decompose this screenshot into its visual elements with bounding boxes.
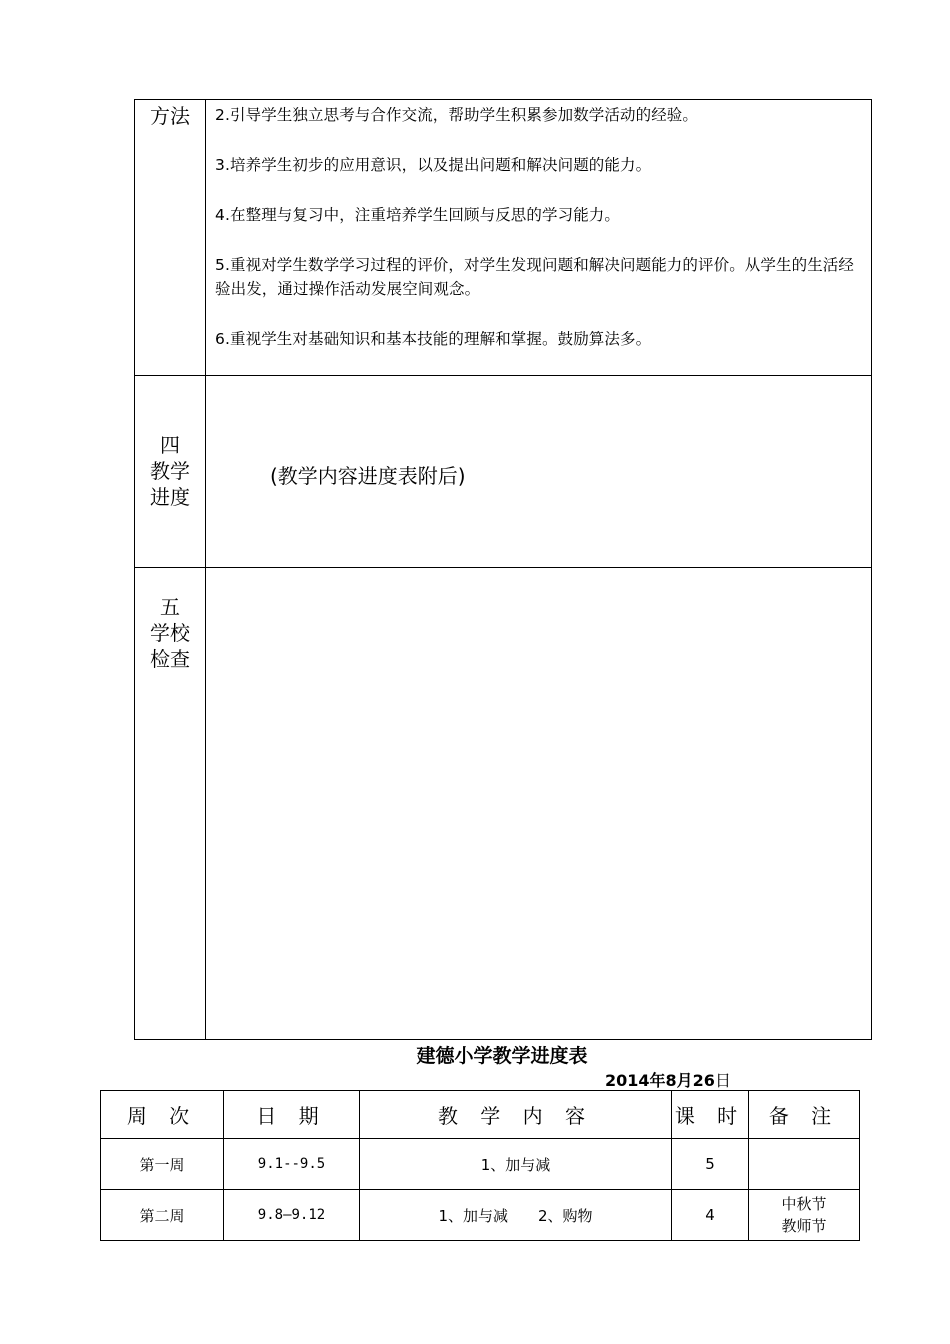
progress-label-line: 进度 — [150, 485, 190, 509]
progress-label-line: 四 — [160, 433, 180, 457]
schedule-date — [605, 1068, 731, 1091]
methods-label: 方法 — [135, 100, 206, 375]
teaching-plan-table — [134, 99, 872, 1040]
inspection-label-line: 检查 — [150, 647, 190, 671]
cell-content: 1、加与减 — [360, 1139, 672, 1190]
method-item: 4.在整理与复习中，注重培养学生回顾与反思的学习能力。 — [215, 206, 620, 224]
header-notes: 备 注 — [749, 1091, 860, 1139]
header-hours: 课 时 — [672, 1091, 749, 1139]
methods-list — [206, 100, 871, 351]
inspection-content — [206, 568, 871, 1039]
method-item: 6.重视学生对基础知识和基本技能的理解和掌握。鼓励算法多。 — [215, 330, 652, 348]
note-line: 教师节 — [781, 1217, 827, 1235]
progress-label-line: 教学 — [150, 459, 190, 483]
progress-row — [135, 376, 871, 568]
table-row — [101, 1190, 860, 1241]
header-dates: 日 期 — [224, 1091, 360, 1139]
inspection-label-line: 五 — [160, 595, 180, 619]
cell-week: 第一周 — [101, 1139, 224, 1190]
progress-content — [206, 376, 871, 567]
cell-content: 1、加与减 2、购物 — [360, 1190, 672, 1241]
inspection-label — [135, 568, 206, 1039]
schedule-table — [100, 1090, 860, 1241]
schedule-header-row — [101, 1091, 860, 1139]
cell-week: 第二周 — [101, 1190, 224, 1241]
progress-label — [135, 376, 206, 567]
cell-dates: 9.8—9.12 — [224, 1190, 360, 1241]
schedule-attached-note: (教学内容进度表附后) — [270, 464, 466, 488]
header-content: 教 学 内 容 — [360, 1091, 672, 1139]
method-item: 5.重视对学生数学学习过程的评价，对学生发现问题和解决问题能力的评价。从学生的生活经验出发，通过操作活动发展空间观念。 — [215, 256, 854, 298]
inspection-row — [135, 568, 871, 1039]
methods-content — [206, 100, 871, 375]
header-week: 周 次 — [101, 1091, 224, 1139]
method-item: 3.培养学生初步的应用意识，以及提出问题和解决问题的能力。 — [215, 156, 652, 174]
methods-row — [135, 100, 871, 376]
cell-notes — [749, 1190, 860, 1241]
table-row — [101, 1139, 860, 1190]
cell-notes — [749, 1139, 860, 1190]
cell-hours: 4 — [672, 1190, 749, 1241]
schedule-date-value: 2014年8月26 — [605, 1071, 715, 1090]
cell-dates: 9.1--9.5 — [224, 1139, 360, 1190]
cell-hours: 5 — [672, 1139, 749, 1190]
schedule-title: 建德小学教学进度表 — [416, 1045, 588, 1067]
schedule-date-suffix: 日 — [714, 1071, 731, 1090]
inspection-label-line: 学校 — [150, 621, 190, 645]
method-item: 2.引导学生独立思考与合作交流，帮助学生积累参加数学活动的经验。 — [215, 106, 698, 124]
note-line: 中秋节 — [781, 1195, 827, 1213]
